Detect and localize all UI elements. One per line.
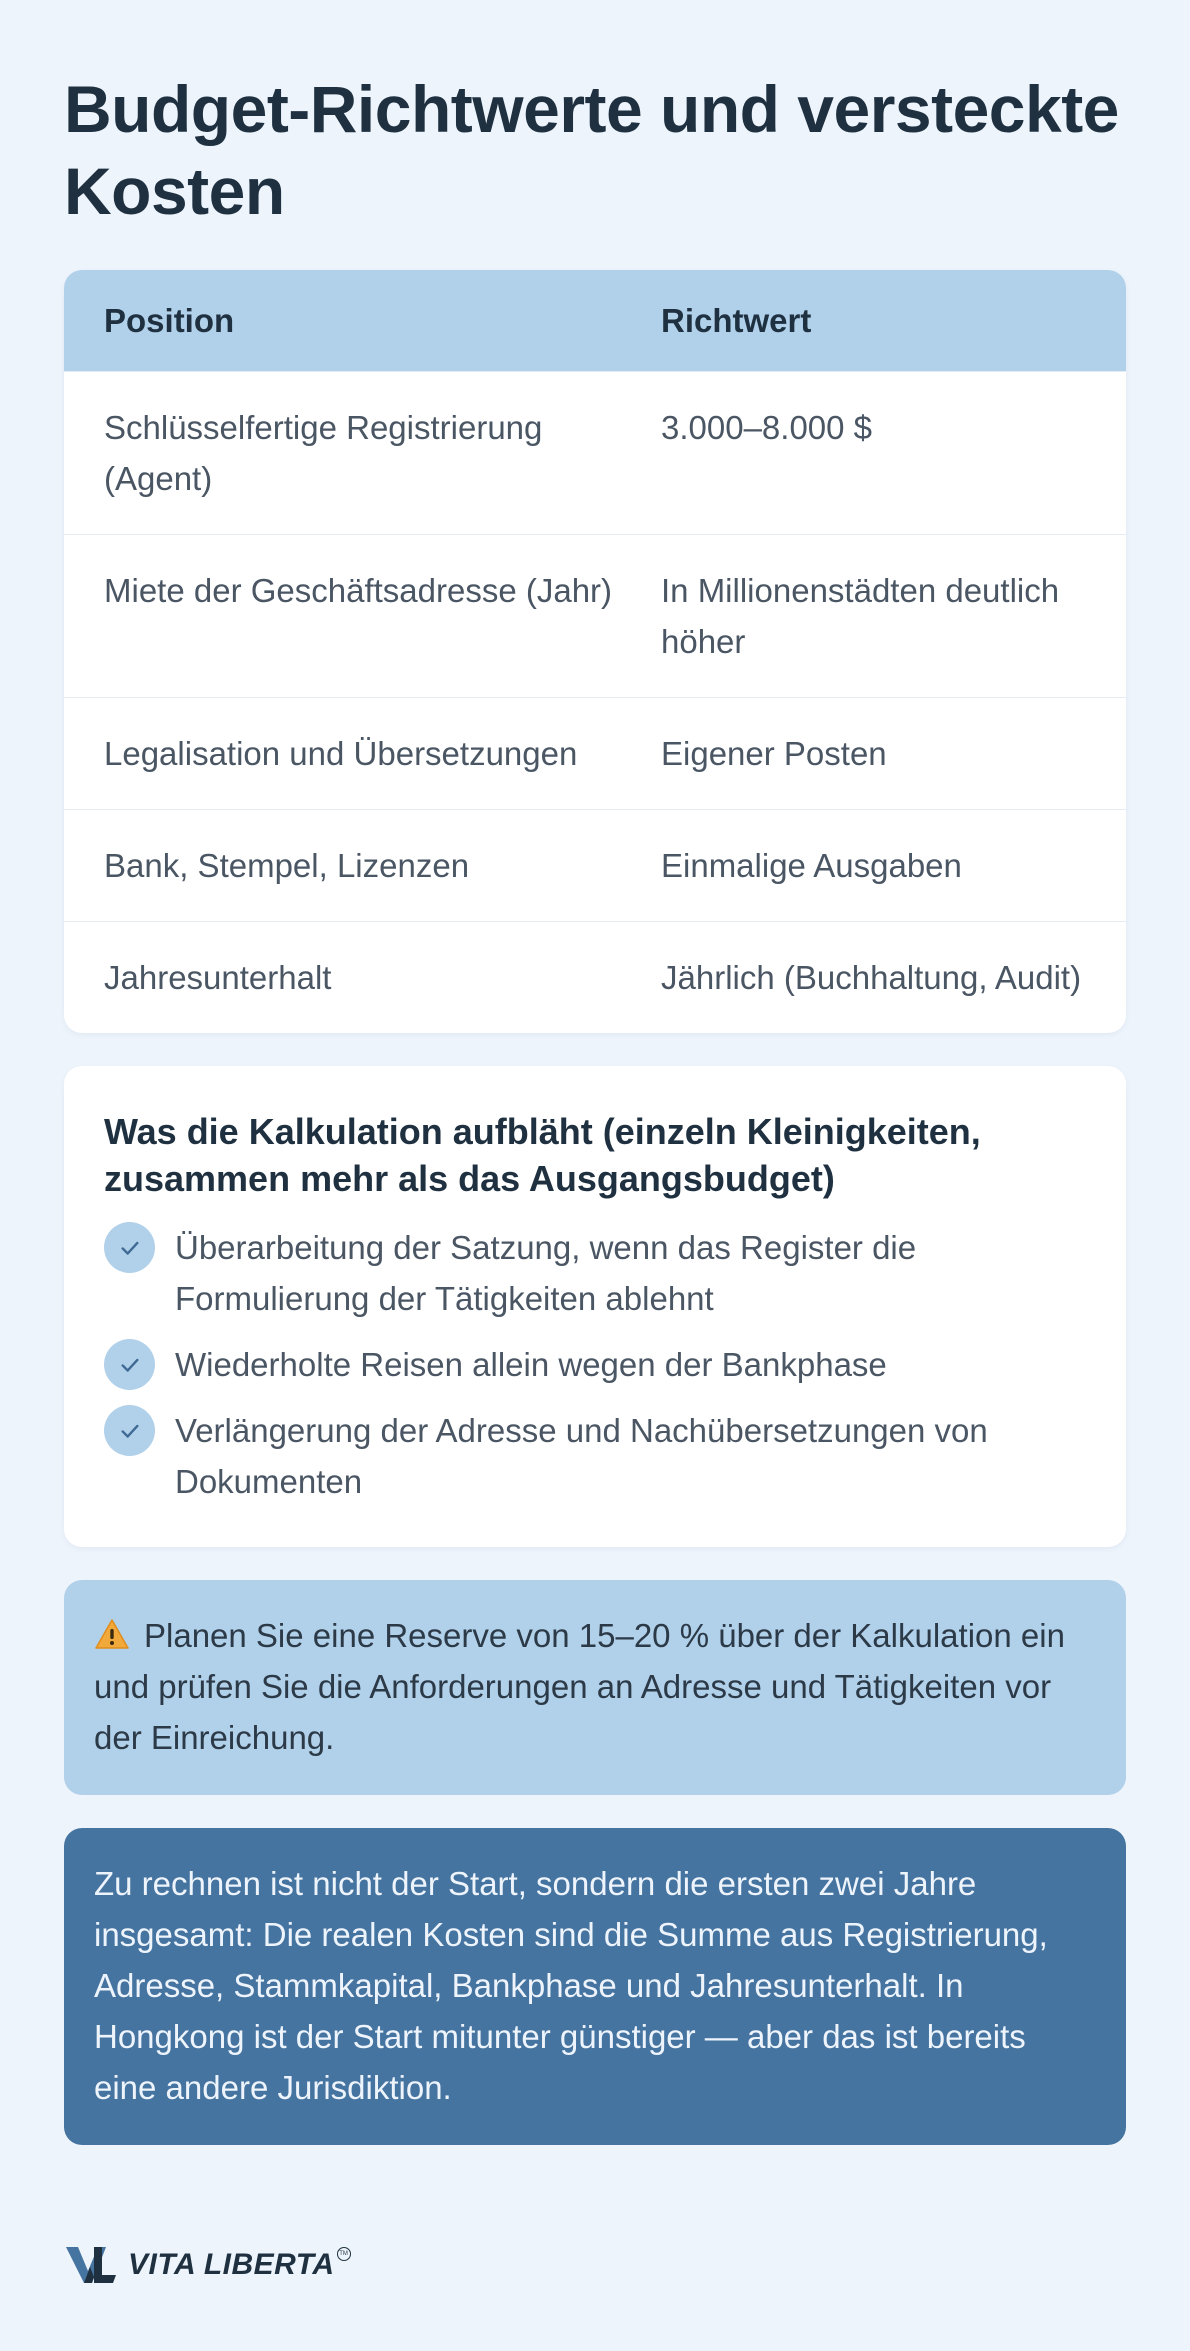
table-cell-richtwert: Eigener Posten [661,735,887,772]
table-row [64,534,1126,697]
table-cell-position: Legalisation und Übersetzungen [104,735,578,772]
list-item-text: Wiederholte Reisen allein wegen der Bankphase [175,1346,887,1383]
table-header [64,270,1126,371]
info-text: Zu rechnen ist nicht der Start, sondern die ersten zwei Jahre insgesamt: Die realen Kosten sind die Summe aus Registrierung, Adresse, Stammkapital, Bankphase und Jahresunterhalt. In Hongkong ist der Start mitunter günstiger — aber das ist bereits eine andere Jurisdiktion. [94,1865,1048,2106]
list-item [104,1222,1086,1324]
vita-liberta-logo-icon [64,2245,118,2285]
list-item [104,1405,1086,1507]
check-icon [104,1222,155,1273]
table-row [64,697,1126,809]
check-icon [104,1405,155,1456]
table-cell-position: Schlüsselfertige Registrierung (Agent) [104,409,543,497]
brand-name: VITA LIBERTA [128,2248,335,2281]
table-cell-richtwert: Jährlich (Buchhaltung, Audit) [661,959,1082,996]
page-title: Budget-Richtwerte und versteckte Kosten [64,72,1119,228]
table-row [64,921,1126,1033]
column-header-position: Position [104,301,235,339]
summary-info-card [64,1828,1126,2145]
check-icon [104,1339,155,1390]
column-header-richtwert: Richtwert [661,301,812,339]
table-cell-richtwert: In Millionenstädten deutlich höher [661,572,1060,660]
brand-logo [64,2245,351,2285]
table-cell-position: Jahresunterhalt [104,959,332,996]
trademark-badge: TM [337,2247,351,2261]
cost-drivers-card [64,1066,1126,1547]
table-row [64,371,1126,534]
list-item-text: Überarbeitung der Satzung, wenn das Register die Formulierung der Tätigkeiten ablehnt [175,1229,917,1317]
budget-table [64,270,1126,1033]
table-cell-position: Miete der Geschäftsadresse (Jahr) [104,572,613,609]
cost-drivers-heading: Was die Kalkulation aufbläht (einzeln Kleinigkeiten, zusammen mehr als das Ausgangsbudget) [104,1111,981,1199]
table-cell-richtwert: 3.000–8.000 $ [661,409,873,446]
table-row [64,809,1126,921]
list-item-text: Verlängerung der Adresse und Nachübersetzungen von Dokumenten [175,1412,988,1500]
list-item [104,1339,1086,1390]
table-cell-richtwert: Einmalige Ausgaben [661,847,962,884]
reserve-warning-card [64,1580,1126,1795]
table-cell-position: Bank, Stempel, Lizenzen [104,847,470,884]
warning-text: Planen Sie eine Reserve von 15–20 % über der Kalkulation ein und prüfen Sie die Anforderungen an Adresse und Tätigkeiten vor der Einreichung. [94,1617,1065,1756]
warning-icon [94,1618,130,1650]
